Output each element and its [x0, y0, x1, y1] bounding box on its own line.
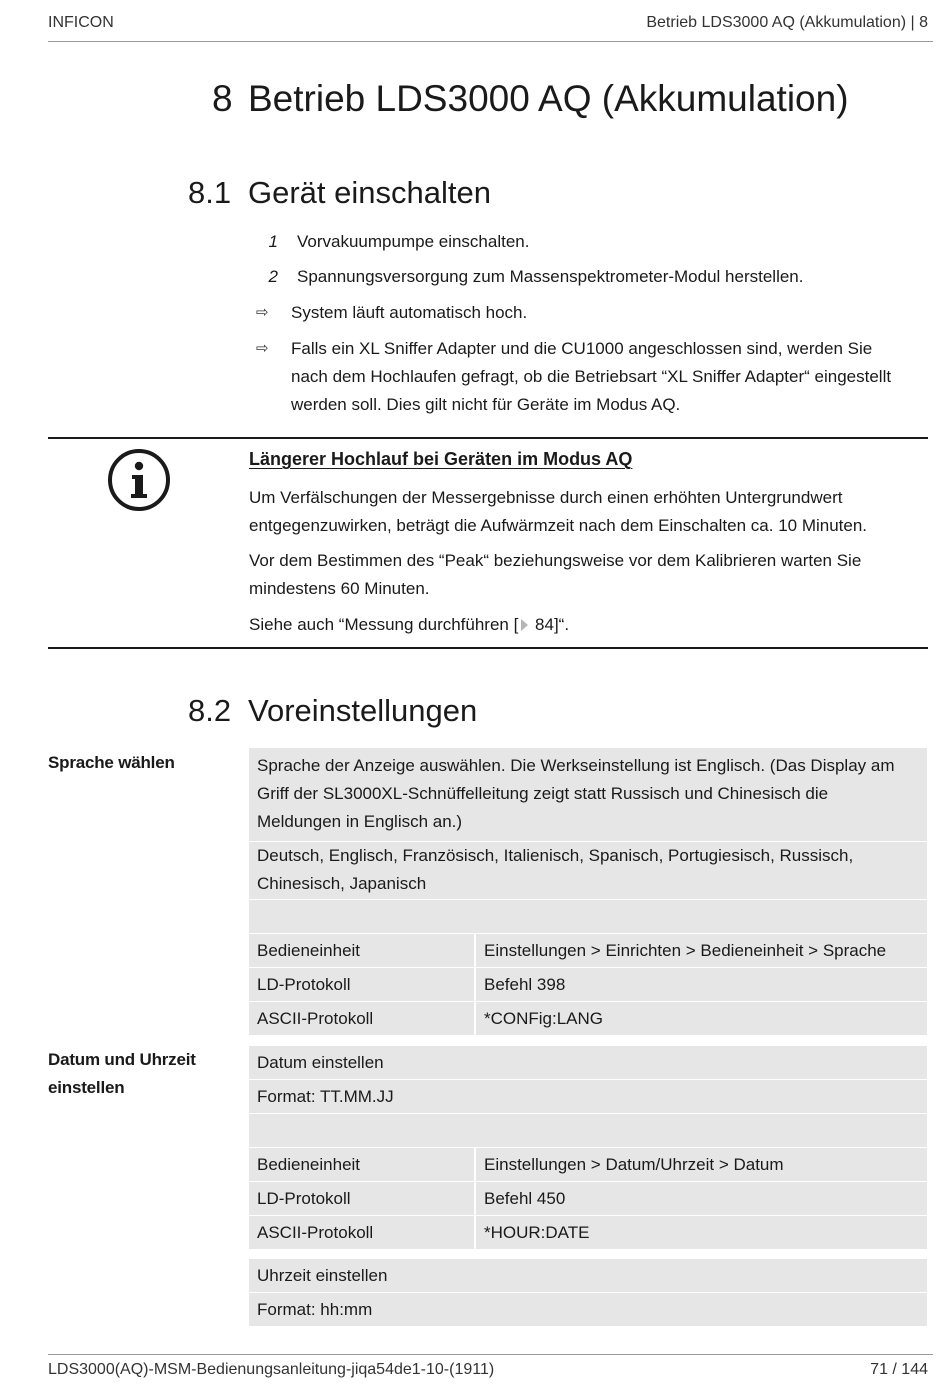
result-arrow-icon: ⇨ — [256, 340, 269, 357]
notice-bottom-rule — [48, 647, 928, 649]
section-heading-8-1 — [188, 175, 688, 215]
table-key: Bedieneinheit — [249, 1148, 474, 1181]
table-value: *HOUR:DATE — [476, 1216, 927, 1249]
spacer-row — [249, 1114, 927, 1147]
section-number: 8.1 — [188, 175, 232, 210]
language-label: Sprache wählen — [48, 753, 175, 772]
date-title: Datum einstellen — [249, 1046, 927, 1079]
datetime-label — [48, 1046, 196, 1102]
description-line: Sprache der Anzeige auswählen. Die Werkseinstellung ist Englisch. (Das Display am — [257, 756, 895, 775]
footer-divider — [48, 1354, 933, 1355]
table-key: ASCII-Protokoll — [249, 1216, 474, 1249]
section-title: Voreinstellungen — [248, 693, 478, 728]
time-title: Uhrzeit einstellen — [249, 1259, 927, 1292]
notice-line: entgegenzuwirken, beträgt die Aufwärmzeit nach dem Einschalten ca. 10 Minuten. — [249, 516, 868, 535]
table-key: Bedieneinheit — [249, 934, 474, 967]
notice-title: Längerer Hochlauf bei Geräten im Modus AQ — [249, 449, 633, 469]
footer-document-id: LDS3000(AQ)-MSM-Bedienungsanleitung-jiqa54de1-10-(1911) — [48, 1361, 495, 1378]
notice-paragraph — [249, 547, 861, 603]
page-ref-arrow-icon — [521, 619, 528, 631]
section-title: Gerät einschalten — [248, 175, 491, 210]
label-line: einstellen — [48, 1078, 125, 1097]
step-text: Spannungsversorgung zum Massenspektrometer-Modul herstellen. — [297, 267, 804, 286]
table-value: Befehl 450 — [476, 1182, 927, 1215]
header-chapter: Betrieb LDS3000 AQ (Akkumulation) | 8 — [646, 14, 928, 31]
spacer-row — [249, 900, 927, 933]
see-also-text: Siehe auch “Messung durchführen [ — [249, 615, 519, 634]
table-value: Einstellungen > Einrichten > Bedieneinheit > Sprache — [476, 934, 927, 967]
language-description — [249, 748, 927, 841]
table-key: LD-Protokoll — [249, 968, 474, 1001]
result-text-line: nach dem Hochlaufen gefragt, ob die Betriebsart “XL Sniffer Adapter“ eingestellt — [291, 367, 892, 386]
step-number: 2 — [268, 267, 278, 286]
header-divider — [48, 41, 933, 42]
step-text: Vorvakuumpumpe einschalten. — [297, 232, 530, 251]
notice-top-rule — [48, 437, 928, 439]
section-number: 8.2 — [188, 693, 232, 728]
options-line: Chinesisch, Japanisch — [257, 874, 427, 893]
options-line: Deutsch, Englisch, Französisch, Italienisch, Spanisch, Portugiesisch, Russisch, — [257, 846, 854, 865]
chapter-number: 8 — [212, 78, 233, 119]
result-arrow-icon: ⇨ — [256, 304, 269, 321]
table-value: *CONFig:LANG — [476, 1002, 927, 1035]
notice-paragraph — [249, 484, 867, 540]
table-value: Einstellungen > Datum/Uhrzeit > Datum — [476, 1148, 927, 1181]
see-also-page: 84]“. — [530, 615, 570, 634]
table-key: ASCII-Protokoll — [249, 1002, 474, 1035]
date-format: Format: TT.MM.JJ — [249, 1080, 927, 1113]
notice-line: mindestens 60 Minuten. — [249, 579, 430, 598]
header-brand: INFICON — [48, 14, 114, 31]
notice-line: Vor dem Bestimmen des “Peak“ beziehungsweise vor dem Kalibrieren warten Sie — [249, 551, 862, 570]
notice-line: Um Verfälschungen der Messergebnisse durch einen erhöhten Untergrundwert — [249, 488, 843, 507]
section-heading-8-2 — [188, 693, 688, 733]
chapter-title — [212, 78, 849, 120]
result-text-line: Falls ein XL Sniffer Adapter und die CU1000 angeschlossen sind, werden Sie — [291, 339, 873, 358]
see-also-link[interactable] — [249, 611, 569, 639]
description-line: Meldungen in Englisch an.) — [257, 812, 463, 831]
result-text: System läuft automatisch hoch. — [291, 303, 528, 322]
language-options — [249, 842, 927, 899]
label-line: Datum und Uhrzeit — [48, 1050, 196, 1069]
step-number: 1 — [268, 232, 278, 251]
time-format: Format: hh:mm — [249, 1293, 927, 1326]
result-text-line: werden soll. Dies gilt nicht für Geräte im Modus AQ. — [291, 395, 681, 414]
description-line: Griff der SL3000XL-Schnüffelleitung zeigt statt Russisch und Chinesisch die — [257, 784, 829, 803]
info-icon — [107, 446, 171, 514]
table-value: Befehl 398 — [476, 968, 927, 1001]
table-key: LD-Protokoll — [249, 1182, 474, 1215]
footer-page-number: 71 / 144 — [870, 1361, 928, 1378]
chapter-title-text: Betrieb LDS3000 AQ (Akkumulation) — [248, 78, 849, 119]
